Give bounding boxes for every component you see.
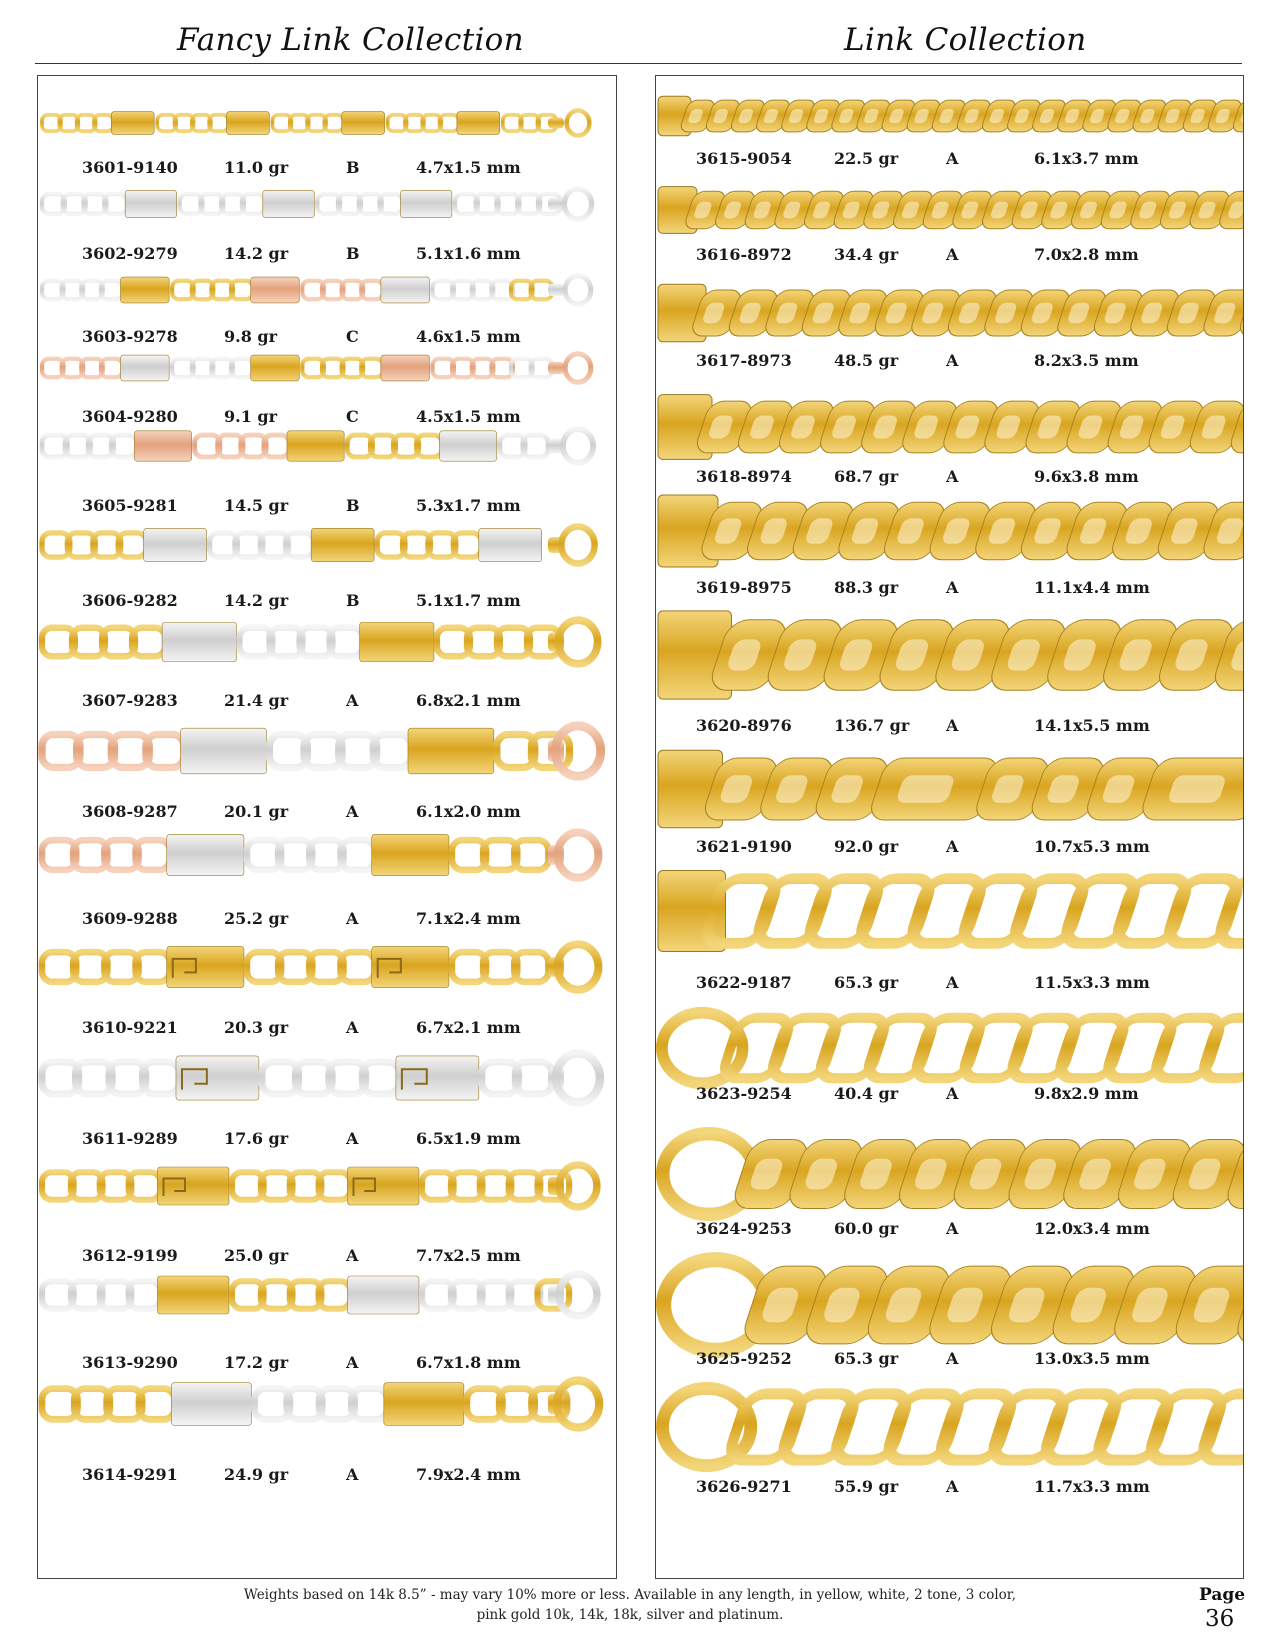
item-weight: 25.2 gr: [224, 909, 289, 928]
chain-image: [38, 721, 612, 781]
item-size: 11.7x3.3 mm: [1034, 1477, 1150, 1496]
chain-image: [656, 184, 1239, 236]
item-size: 11.5x3.3 mm: [1034, 973, 1150, 992]
lobster-clasp: [559, 1274, 597, 1316]
chain-bar: [408, 728, 494, 774]
chain-bar: [176, 1056, 259, 1100]
item-grade: A: [346, 691, 359, 710]
item-size: 11.1x4.4 mm: [1034, 578, 1150, 597]
item-size: 4.6x1.5 mm: [416, 327, 521, 346]
chain-bar: [167, 946, 244, 987]
item-grade: A: [346, 1018, 359, 1037]
footer-line-2: pink gold 10k, 14k, 18k, silver and platinum.: [476, 1607, 784, 1623]
item-code: 3607-9283: [82, 691, 178, 710]
item-code: 3604-9280: [82, 407, 178, 426]
chain-image: [656, 866, 1239, 956]
chain-bar: [158, 1167, 230, 1205]
item-code: 3602-9279: [82, 244, 178, 263]
fancy-link-collection-title: Fancy Link Collection: [177, 22, 524, 58]
item-code: 3612-9199: [82, 1246, 178, 1265]
item-grade: A: [346, 1246, 359, 1265]
clasp-ring: [548, 198, 564, 211]
item-grade: A: [346, 1353, 359, 1372]
item-code: 3619-8975: [696, 578, 792, 597]
chain-bar: [171, 1383, 251, 1426]
item-size: 14.1x5.5 mm: [1034, 716, 1150, 735]
clasp-ring: [548, 284, 564, 296]
chain-image: [656, 391, 1239, 463]
chain-bar: [263, 190, 314, 217]
chain-bar: [162, 622, 236, 662]
item-grade: A: [946, 716, 959, 735]
item-grade: A: [946, 1349, 959, 1368]
item-grade: A: [946, 149, 959, 168]
link-collection-panel: [655, 75, 1244, 1579]
item-code: 3624-9253: [696, 1219, 792, 1238]
item-size: 13.0x3.5 mm: [1034, 1349, 1150, 1368]
chain-bar: [227, 112, 270, 135]
item-weight: 136.7 gr: [834, 716, 910, 735]
link-highlight: [895, 775, 955, 803]
item-grade: A: [946, 1219, 959, 1238]
chain-bar: [121, 277, 170, 303]
item-size: 6.7x2.1 mm: [416, 1018, 521, 1037]
item-weight: 20.3 gr: [224, 1018, 289, 1037]
chain-bar: [372, 946, 449, 987]
chain-image: [38, 108, 612, 138]
item-weight: 21.4 gr: [224, 691, 289, 710]
page-label: Page: [1199, 1585, 1246, 1605]
item-size: 7.7x2.5 mm: [416, 1246, 521, 1265]
chain-bar: [251, 355, 300, 381]
link-highlight: [1167, 775, 1227, 803]
item-code: 3614-9291: [82, 1465, 178, 1484]
item-grade: B: [346, 244, 360, 263]
chain-image: [38, 1049, 612, 1107]
item-weight: 11.0 gr: [224, 158, 289, 177]
item-grade: A: [346, 1465, 359, 1484]
item-code: 3617-8973: [696, 351, 792, 370]
clasp-ring: [548, 362, 564, 374]
item-weight: 14.2 gr: [224, 244, 289, 263]
item-code: 3606-9282: [82, 591, 178, 610]
item-grade: B: [346, 591, 360, 610]
item-code: 3623-9254: [696, 1084, 792, 1103]
item-grade: A: [346, 1129, 359, 1148]
item-weight: 55.9 gr: [834, 1477, 899, 1496]
item-grade: C: [346, 327, 359, 346]
chain-image: [656, 1006, 1239, 1090]
chain-image: [656, 1251, 1239, 1359]
lobster-clasp: [565, 276, 591, 305]
item-weight: 60.0 gr: [834, 1219, 899, 1238]
chain-image: [38, 616, 612, 668]
chain-bar: [348, 1167, 420, 1205]
header-rule: [35, 63, 1242, 64]
link-collection-title: Link Collection: [844, 22, 1087, 58]
item-size: 12.0x3.4 mm: [1034, 1219, 1150, 1238]
item-size: 4.7x1.5 mm: [416, 158, 521, 177]
lobster-clasp: [567, 110, 590, 135]
chain-image: [656, 746, 1239, 832]
item-weight: 34.4 gr: [834, 245, 899, 264]
chain-bar: [400, 190, 451, 217]
item-size: 5.1x1.7 mm: [416, 591, 521, 610]
chain-bar: [125, 190, 176, 217]
item-grade: A: [346, 802, 359, 821]
item-size: 9.6x3.8 mm: [1034, 467, 1139, 486]
item-grade: A: [346, 909, 359, 928]
item-size: 6.7x1.8 mm: [416, 1353, 521, 1372]
item-code: 3616-8972: [696, 245, 792, 264]
item-size: 9.8x2.9 mm: [1034, 1084, 1139, 1103]
chain-link: [1200, 1018, 1244, 1078]
chain-bar: [440, 431, 497, 461]
item-grade: A: [946, 245, 959, 264]
chain-bar: [479, 528, 542, 561]
chain-bar: [181, 728, 267, 774]
chain-image: [38, 523, 612, 567]
item-grade: B: [346, 158, 360, 177]
item-grade: C: [346, 407, 359, 426]
item-size: 8.2x3.5 mm: [1034, 351, 1139, 370]
chain-image: [38, 186, 612, 222]
item-grade: A: [946, 578, 959, 597]
chain-image: [656, 94, 1239, 138]
item-code: 3621-9190: [696, 837, 792, 856]
item-size: 5.3x1.7 mm: [416, 496, 521, 515]
chain-image: [38, 273, 612, 307]
item-weight: 65.3 gr: [834, 973, 899, 992]
chain-bar: [111, 112, 154, 135]
lobster-clasp: [561, 527, 594, 564]
chain-bar: [396, 1056, 479, 1100]
item-grade: A: [946, 467, 959, 486]
item-grade: A: [946, 837, 959, 856]
lobster-clasp: [564, 189, 591, 219]
item-weight: 88.3 gr: [834, 578, 899, 597]
chain-bar: [360, 622, 434, 662]
lobster-clasp: [558, 620, 597, 664]
item-code: 3605-9281: [82, 496, 178, 515]
chain-bar: [158, 1276, 230, 1314]
item-code: 3601-9140: [82, 158, 178, 177]
item-size: 5.1x1.6 mm: [416, 244, 521, 263]
item-weight: 40.4 gr: [834, 1084, 899, 1103]
lobster-clasp: [563, 429, 593, 463]
item-code: 3609-9288: [82, 909, 178, 928]
chain-bar: [167, 834, 244, 875]
chain-bar: [342, 112, 385, 135]
item-size: 6.1x2.0 mm: [416, 802, 521, 821]
item-code: 3626-9271: [696, 1477, 792, 1496]
item-grade: A: [946, 351, 959, 370]
item-grade: A: [946, 973, 959, 992]
item-size: 6.8x2.1 mm: [416, 691, 521, 710]
item-grade: A: [946, 1084, 959, 1103]
chain-bar: [381, 277, 430, 303]
chain-bar: [384, 1383, 464, 1426]
chain-bar: [144, 528, 207, 561]
item-size: 4.5x1.5 mm: [416, 407, 521, 426]
footer-line-1: Weights based on 14k 8.5” - may vary 10% more or less. Available in any length, in yellow, white, 2 tone, 3 color,: [243, 1587, 1017, 1603]
item-weight: 17.2 gr: [224, 1353, 289, 1372]
item-size: 10.7x5.3 mm: [1034, 837, 1150, 856]
item-code: 3608-9287: [82, 802, 178, 821]
chain-image: [38, 828, 612, 882]
chain-bar: [381, 355, 430, 381]
item-code: 3625-9252: [696, 1349, 792, 1368]
item-code: 3611-9289: [82, 1129, 178, 1148]
chain-bar: [311, 528, 374, 561]
chain-bar: [457, 112, 500, 135]
item-code: 3610-9221: [82, 1018, 178, 1037]
clasp-ring: [548, 118, 564, 129]
page-number: 36: [1205, 1606, 1235, 1632]
item-weight: 9.8 gr: [224, 327, 278, 346]
fancy-link-panel: [37, 75, 617, 1579]
chain-bar: [121, 355, 170, 381]
item-size: 7.1x2.4 mm: [416, 909, 521, 928]
item-size: 6.5x1.9 mm: [416, 1129, 521, 1148]
item-weight: 14.5 gr: [224, 496, 289, 515]
item-weight: 14.2 gr: [224, 591, 289, 610]
item-weight: 92.0 gr: [834, 837, 899, 856]
footer-note: [200, 1585, 1060, 1625]
lobster-clasp: [559, 1165, 597, 1207]
chain-image: [656, 606, 1239, 704]
chain-image: [656, 491, 1239, 571]
chain-image: [38, 1376, 612, 1432]
chain-link: [1199, 1394, 1244, 1460]
item-weight: 22.5 gr: [834, 149, 899, 168]
item-code: 3618-8974: [696, 467, 792, 486]
item-code: 3613-9290: [82, 1353, 178, 1372]
item-weight: 68.7 gr: [834, 467, 899, 486]
chain-bar: [287, 431, 344, 461]
chain-bar: [251, 277, 300, 303]
item-size: 6.1x3.7 mm: [1034, 149, 1139, 168]
item-weight: 17.6 gr: [224, 1129, 289, 1148]
item-weight: 24.9 gr: [224, 1465, 289, 1484]
item-code: 3620-8976: [696, 716, 792, 735]
chain-image: [656, 281, 1239, 345]
chain-image: [38, 351, 612, 385]
item-size: 7.0x2.8 mm: [1034, 245, 1139, 264]
item-code: 3615-9054: [696, 149, 792, 168]
item-grade: B: [346, 496, 360, 515]
item-size: 7.9x2.4 mm: [416, 1465, 521, 1484]
chain-bar: [134, 431, 191, 461]
item-code: 3622-9187: [696, 973, 792, 992]
item-weight: 20.1 gr: [224, 802, 289, 821]
chain-image: [656, 1126, 1239, 1222]
item-weight: 48.5 gr: [834, 351, 899, 370]
chain-image: [38, 1270, 612, 1320]
item-code: 3603-9278: [82, 327, 178, 346]
item-weight: 9.1 gr: [224, 407, 278, 426]
item-grade: A: [946, 1477, 959, 1496]
chain-image: [38, 426, 612, 466]
chain-image: [38, 940, 612, 994]
chain-image: [38, 1161, 612, 1211]
lobster-clasp: [565, 354, 591, 383]
chain-image: [656, 1381, 1239, 1473]
chain-bar: [372, 834, 449, 875]
chain-bar: [348, 1276, 420, 1314]
item-weight: 65.3 gr: [834, 1349, 899, 1368]
item-weight: 25.0 gr: [224, 1246, 289, 1265]
